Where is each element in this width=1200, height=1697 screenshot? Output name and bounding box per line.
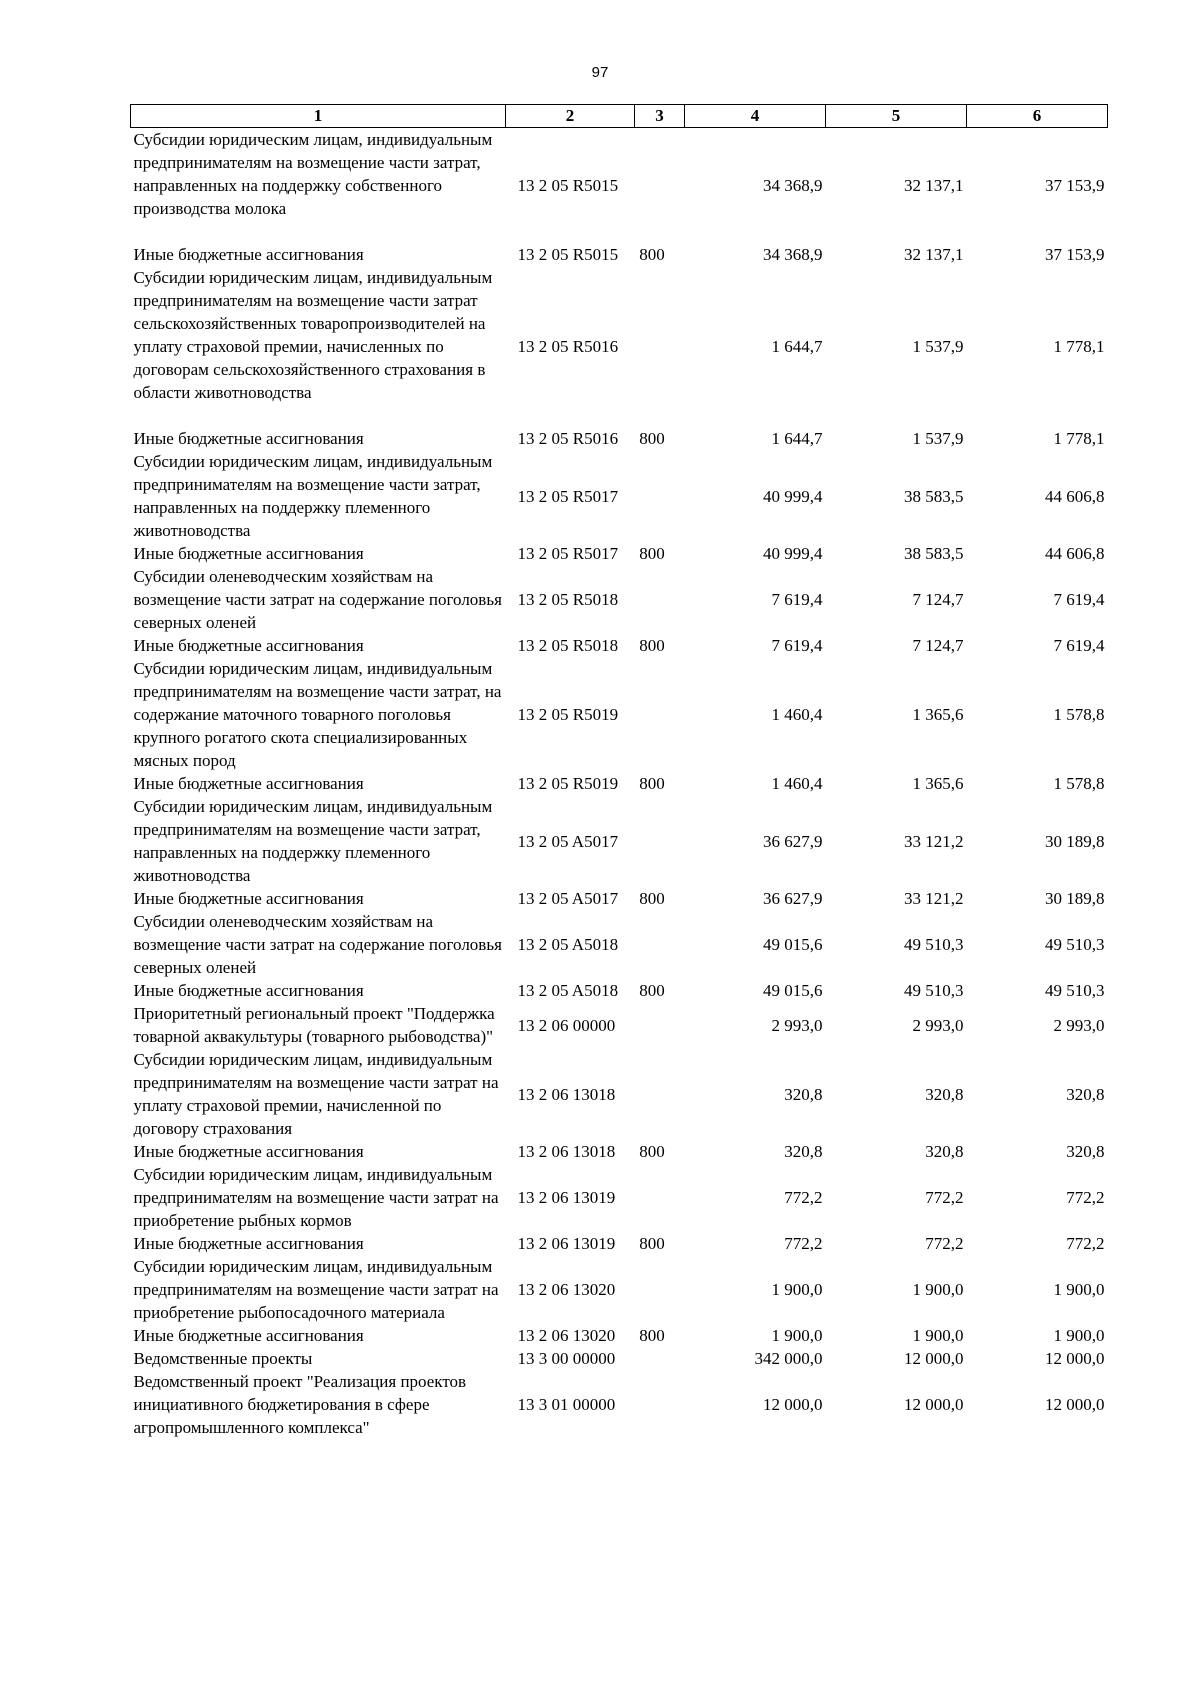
table-row <box>131 887 1108 910</box>
row-value-col4: 2 993,0 <box>771 1015 823 1035</box>
row-name: Субсидии юридическим лицам, индивидуальным предпринимателям на возмещение части затрат на приобретение рыбопосадочного материала <box>133 1257 499 1322</box>
table-row <box>131 795 1108 887</box>
row-name: Иные бюджетные ассигнования <box>133 889 364 908</box>
table-row <box>131 266 1108 427</box>
table-row <box>131 1370 1108 1439</box>
row-value-col6: 30 189,8 <box>1045 831 1105 851</box>
table-header <box>131 105 1108 128</box>
row-value-col5: 1 365,6 <box>912 774 964 793</box>
row-code: 13 2 06 13018 <box>517 1142 616 1161</box>
table-row <box>131 1048 1108 1140</box>
row-name: Субсидии юридическим лицам, индивидуальным предпринимателям на возмещение части затрат, на содержание маточного товарного поголовья крупного рогатого скота специализированных мясных пород <box>133 659 502 770</box>
row-value-col4: 342 000,0 <box>754 1349 823 1368</box>
row-value-col5: 2 993,0 <box>912 1015 964 1035</box>
row-expense-type: 800 <box>639 981 665 1000</box>
header-row <box>131 105 1108 128</box>
row-value-col4: 320,8 <box>784 1084 823 1104</box>
row-expense-type: 800 <box>639 429 665 448</box>
row-name: Субсидии оленеводческим хозяйствам на возмещение части затрат на содержание поголовья северных оленей <box>133 912 502 977</box>
row-name: Иные бюджетные ассигнования <box>133 429 364 448</box>
row-code: 13 2 05 R5017 <box>517 486 619 506</box>
table-row <box>131 565 1108 634</box>
row-value-col4: 7 619,4 <box>771 590 823 609</box>
row-expense-type: 800 <box>639 245 665 264</box>
row-value-col4: 12 000,0 <box>763 1395 823 1414</box>
row-value-col6: 12 000,0 <box>1045 1395 1105 1414</box>
table-row <box>131 1255 1108 1324</box>
row-value-col4: 34 368,9 <box>763 245 823 264</box>
row-value-col6: 44 606,8 <box>1045 544 1105 563</box>
row-name: Субсидии юридическим лицам, индивидуальным предпринимателям на возмещение части затрат на приобретение рыбных кормов <box>133 1165 499 1230</box>
row-value-col4: 40 999,4 <box>763 486 823 506</box>
table-row <box>131 910 1108 979</box>
row-value-col5: 1 365,6 <box>912 705 964 724</box>
budget-table-container <box>130 104 1107 1439</box>
row-expense-type <box>635 795 685 887</box>
row-expense-type <box>635 450 685 542</box>
row-expense-type <box>635 910 685 979</box>
row-value-col6: 44 606,8 <box>1045 486 1105 506</box>
row-code: 13 2 05 A5017 <box>517 889 619 908</box>
row-value-col5: 320,8 <box>925 1142 964 1161</box>
row-value-col5: 12 000,0 <box>904 1395 964 1414</box>
row-value-col5: 38 583,5 <box>904 486 964 506</box>
row-value-col6: 1 900,0 <box>1053 1280 1105 1299</box>
row-code: 13 2 05 R5015 <box>517 245 619 264</box>
row-code: 13 3 01 00000 <box>517 1395 616 1414</box>
row-value-col4: 772,2 <box>784 1234 823 1253</box>
row-value-col6: 1 900,0 <box>1053 1326 1105 1345</box>
table-row <box>131 1347 1108 1370</box>
row-expense-type: 800 <box>639 774 665 793</box>
row-value-col5: 32 137,1 <box>904 245 964 264</box>
table-row <box>131 772 1108 795</box>
row-name: Иные бюджетные ассигнования <box>133 544 364 563</box>
row-value-col6: 49 510,3 <box>1045 981 1105 1000</box>
row-value-col4: 1 900,0 <box>771 1326 823 1345</box>
row-code: 13 2 06 13019 <box>517 1234 616 1253</box>
row-expense-type <box>635 1370 685 1439</box>
table-row <box>131 542 1108 565</box>
row-value-col4: 49 015,6 <box>763 935 823 954</box>
row-expense-type: 800 <box>639 1142 665 1161</box>
row-name: Ведомственные проекты <box>133 1349 313 1368</box>
row-value-col5: 7 124,7 <box>912 636 964 655</box>
row-value-col5: 38 583,5 <box>904 544 964 563</box>
row-value-col4: 1 644,7 <box>771 337 823 356</box>
header-col-2: 2 <box>506 105 635 128</box>
row-expense-type <box>635 128 685 244</box>
row-value-col6: 7 619,4 <box>1053 590 1105 609</box>
row-value-col4: 7 619,4 <box>771 636 823 655</box>
row-name: Иные бюджетные ассигнования <box>133 1142 364 1161</box>
row-value-col5: 12 000,0 <box>904 1349 964 1368</box>
row-value-col5: 772,2 <box>925 1188 964 1207</box>
row-value-col5: 1 900,0 <box>912 1326 964 1345</box>
row-value-col4: 36 627,9 <box>763 889 823 908</box>
table-row <box>131 979 1108 1002</box>
row-name: Субсидии оленеводческим хозяйствам на возмещение части затрат на содержание поголовья северных оленей <box>133 567 502 632</box>
row-value-col6: 772,2 <box>1066 1234 1105 1253</box>
row-name: Иные бюджетные ассигнования <box>133 245 364 264</box>
table-row <box>131 634 1108 657</box>
row-value-col6: 2 993,0 <box>1053 1015 1105 1035</box>
row-value-col4: 1 900,0 <box>771 1280 823 1299</box>
row-code: 13 2 06 13020 <box>517 1280 616 1299</box>
row-code: 13 2 06 13018 <box>517 1084 616 1104</box>
row-name: Иные бюджетные ассигнования <box>133 636 364 655</box>
row-expense-type: 800 <box>639 636 665 655</box>
row-value-col4: 34 368,9 <box>763 176 823 195</box>
row-expense-type <box>635 1048 685 1140</box>
row-code: 13 2 05 R5016 <box>517 429 619 448</box>
row-code: 13 2 06 00000 <box>517 1015 616 1035</box>
row-value-col6: 1 778,1 <box>1053 429 1105 448</box>
row-name: Субсидии юридическим лицам, индивидуальным предпринимателям на возмещение части затрат, направленных на поддержку собственного производства молока <box>133 130 493 218</box>
row-expense-type <box>635 657 685 772</box>
row-value-col6: 49 510,3 <box>1045 935 1105 954</box>
row-code: 13 2 05 R5019 <box>517 705 619 724</box>
row-value-col5: 49 510,3 <box>904 981 964 1000</box>
row-value-col6: 1 578,8 <box>1053 774 1105 793</box>
table-row <box>131 1002 1108 1048</box>
row-value-col5: 772,2 <box>925 1234 964 1253</box>
row-code: 13 3 00 00000 <box>517 1349 616 1368</box>
row-value-col4: 1 460,4 <box>771 705 823 724</box>
row-name: Иные бюджетные ассигнования <box>133 1234 364 1253</box>
table-row <box>131 1163 1108 1232</box>
row-expense-type: 800 <box>639 1326 665 1345</box>
table-row <box>131 243 1108 266</box>
row-code: 13 2 05 R5017 <box>517 544 619 563</box>
row-value-col4: 1 644,7 <box>771 429 823 448</box>
row-value-col5: 33 121,2 <box>904 889 964 908</box>
row-value-col6: 30 189,8 <box>1045 889 1105 908</box>
row-code: 13 2 05 A5018 <box>517 935 619 954</box>
row-value-col4: 49 015,6 <box>763 981 823 1000</box>
row-expense-type <box>635 1347 685 1370</box>
header-col-4: 4 <box>685 105 826 128</box>
header-col-5: 5 <box>826 105 967 128</box>
row-code: 13 2 05 R5018 <box>517 636 619 655</box>
row-code: 13 2 06 13020 <box>517 1326 616 1345</box>
table-row <box>131 1232 1108 1255</box>
row-name: Иные бюджетные ассигнования <box>133 1326 364 1345</box>
budget-table <box>130 104 1108 1439</box>
row-code: 13 2 05 R5018 <box>517 590 619 609</box>
row-expense-type <box>635 1163 685 1232</box>
row-expense-type <box>635 266 685 427</box>
row-expense-type <box>635 565 685 634</box>
row-value-col4: 36 627,9 <box>763 831 823 851</box>
row-name: Субсидии юридическим лицам, индивидуальным предпринимателям на возмещение части затрат на уплату страховой премии, начисленной по договору страхования <box>133 1050 499 1138</box>
table-row <box>131 1324 1108 1347</box>
row-value-col5: 33 121,2 <box>904 831 964 851</box>
row-value-col5: 1 537,9 <box>912 337 964 356</box>
row-value-col6: 772,2 <box>1066 1188 1105 1207</box>
row-name: Субсидии юридическим лицам, индивидуальным предпринимателям на возмещение части затрат, направленных на поддержку племенного животноводства <box>133 452 493 540</box>
row-code: 13 2 05 A5018 <box>517 981 619 1000</box>
row-name: Иные бюджетные ассигнования <box>133 981 364 1000</box>
row-value-col6: 320,8 <box>1066 1142 1105 1161</box>
row-expense-type <box>635 1255 685 1324</box>
table-row <box>131 450 1108 542</box>
row-expense-type: 800 <box>639 544 665 563</box>
table-row <box>131 128 1108 244</box>
row-value-col6: 1 778,1 <box>1053 337 1105 356</box>
row-expense-type: 800 <box>639 889 665 908</box>
row-name: Субсидии юридическим лицам, индивидуальным предпринимателям на возмещение части затрат, направленных на поддержку племенного животноводства <box>133 797 493 885</box>
header-col-1: 1 <box>131 105 506 128</box>
row-name: Иные бюджетные ассигнования <box>133 774 364 793</box>
row-code: 13 2 05 R5019 <box>517 774 619 793</box>
row-value-col6: 320,8 <box>1066 1084 1105 1104</box>
row-name: Приоритетный региональный проект "Поддержка товарной аквакультуры (товарного рыбоводства)" <box>133 1004 495 1046</box>
row-value-col5: 320,8 <box>925 1084 964 1104</box>
row-expense-type <box>635 1002 685 1048</box>
row-value-col4: 772,2 <box>784 1188 823 1207</box>
row-value-col5: 1 537,9 <box>912 429 964 448</box>
row-value-col5: 7 124,7 <box>912 590 964 609</box>
row-value-col4: 320,8 <box>784 1142 823 1161</box>
row-code: 13 2 05 R5016 <box>517 337 619 356</box>
row-value-col6: 37 153,9 <box>1045 245 1105 264</box>
row-value-col6: 37 153,9 <box>1045 176 1105 195</box>
table-row <box>131 657 1108 772</box>
page-number: 97 <box>591 64 609 81</box>
row-value-col5: 49 510,3 <box>904 935 964 954</box>
header-col-6: 6 <box>967 105 1108 128</box>
table-body <box>131 128 1108 1440</box>
row-expense-type: 800 <box>639 1234 665 1253</box>
row-code: 13 2 06 13019 <box>517 1188 616 1207</box>
row-value-col4: 40 999,4 <box>763 544 823 563</box>
row-value-col5: 1 900,0 <box>912 1280 964 1299</box>
header-col-3: 3 <box>635 105 685 128</box>
row-value-col4: 1 460,4 <box>771 774 823 793</box>
row-code: 13 2 05 R5015 <box>517 176 619 195</box>
row-value-col6: 12 000,0 <box>1045 1349 1105 1368</box>
row-name: Ведомственный проект "Реализация проектов инициативного бюджетирования в сфере агропромышленного комплекса" <box>133 1372 467 1437</box>
table-row <box>131 1140 1108 1163</box>
row-code: 13 2 05 A5017 <box>517 831 619 851</box>
row-name: Субсидии юридическим лицам, индивидуальным предпринимателям на возмещение части затрат сельскохозяйственных товаропроизводителей на уплату страховой премии, начисленных по договорам сельскохозяйственного страхования в области животноводства <box>133 268 493 402</box>
row-value-col5: 32 137,1 <box>904 176 964 195</box>
row-value-col6: 7 619,4 <box>1053 636 1105 655</box>
row-value-col6: 1 578,8 <box>1053 705 1105 724</box>
table-row <box>131 427 1108 450</box>
